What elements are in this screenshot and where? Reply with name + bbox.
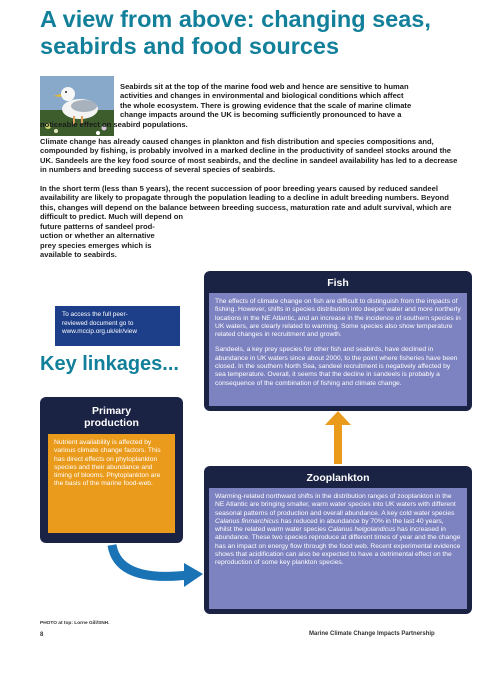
zoo-text: Warming-related northward shifts in the distribution ranges of zooplankton in the NE Atlantic are bringing smaller, warm water species into UK waters with different seasonal patterns of production and overall abundance. A key cold water species — [215, 493, 456, 517]
curved-arrow-icon — [112, 545, 203, 587]
intro-line: activities and changes in environmental and biological conditions which affect — [120, 91, 404, 101]
fish-panel-title: Fish — [327, 277, 349, 289]
paragraph-short-term: In the short term (less than 5 years), the recent succession of poor breeding years caused by reduced sandeel availability are likely to propagate through the population leading to a decline in adult breeding numbers. Beyond this, changes will depend on the balance between breeding success, maturation rate and adult survival, which are difficult to predict. Much will depend on — [40, 184, 452, 222]
fish-paragraph: The effects of climate change on fish are difficult to distinguish from the impacts of fishing. However, shifts in species distribution into deeper water and more northerly locations in the NE Atlantic, and an increase in the incidence of southern species in UK waters, are clearly related to warming. Some species also show temperature related changes in recruitment and growth. — [215, 298, 461, 339]
page-title: A view from above: changing seas, seabirds and food sources — [40, 6, 431, 59]
link-box-line: reviewed document go to — [62, 319, 134, 327]
arrow-up-icon — [325, 411, 351, 464]
zooplankton-panel-body — [209, 488, 467, 609]
intro-line: Seabirds sit at the top of the marine food web and hence are sensitive to human — [120, 82, 409, 91]
title-line: Primary — [91, 405, 132, 417]
primary-production-body — [48, 434, 175, 533]
intro-line: change impacts around the UK is becoming sufficiently pronounced to have a — [120, 110, 402, 120]
zooplankton-panel — [204, 466, 472, 614]
fish-panel-body — [209, 293, 467, 406]
fish-panel — [204, 271, 472, 411]
primary-production-panel — [40, 397, 183, 543]
intro-line: the whole ecosystem. There is growing evidence that the scale of marine climate — [120, 100, 412, 110]
tail-line: uction or whether an alternative — [40, 231, 155, 241]
document-link[interactable]: www.mccip.org.uk/elr/view — [62, 328, 137, 335]
intro-line: noticeable effect on seabird populations. — [40, 119, 188, 129]
species-name: Calanus finmarchicus — [215, 517, 279, 525]
fish-paragraph: Sandeels, a key prey species for other fish and seabirds, have declined in abundance in UK waters since about 2000, to the point where fisheries have been closed. In the southern North Sea, sandeel recruitment is negatively affected by sea temperature. Overall, it seems that the decline in sandeels is probably a consequence of the combination of fishing and climate change. — [215, 346, 458, 387]
link-box-line: To access the full peer- — [62, 311, 128, 318]
tail-line: prey species emerges which is — [40, 240, 152, 250]
primary-production-title — [40, 405, 183, 429]
footer-organization: Marine Climate Change Impacts Partnership — [309, 631, 435, 637]
zoo-text: has reduced in abundance by 70% in the last 40 years, whilst the related warm water species — [215, 517, 444, 534]
primary-paragraph: Nutrient availability is affected by various climate change factors. This has direct effects on phytoplankton species and their abundance and timing of blooms. Phytoplankton are the basis of the marine food-web. — [54, 439, 161, 488]
title-line: production — [84, 417, 139, 429]
zoo-text: has increased in abundance. These two species reproduce at different times of year and the change has an impact on energy flow through the food web. Recent experimental evidence shows that acidification can also be expected to have a detrimental effect on the reproduction of some key plankton species. — [215, 526, 461, 567]
zooplankton-paragraph — [215, 493, 461, 568]
species-name: Calanus helgolandicus — [328, 526, 396, 534]
paragraph-climate-change: Climate change has already caused changes in plankton and fish distribution and species compositions and, compounded by fishing, is probably involved in a marked decline in the productivity of sandeel stocks around the UK. Sandeels are the key food source of most seabirds, and the decline in sandeel availability has led to a decrease in numbers and breeding success of several species of seabirds. — [40, 137, 458, 175]
tail-line: available to seabirds. — [40, 250, 117, 260]
key-linkages-heading: Key linkages... — [40, 353, 179, 375]
zooplankton-panel-title: Zooplankton — [306, 472, 370, 484]
photo-credit: PHOTO at top: Lorne Gill/SNH. — [40, 621, 110, 626]
page-number: 8 — [40, 632, 44, 638]
tail-line: future patterns of sandeel prod- — [40, 222, 155, 231]
